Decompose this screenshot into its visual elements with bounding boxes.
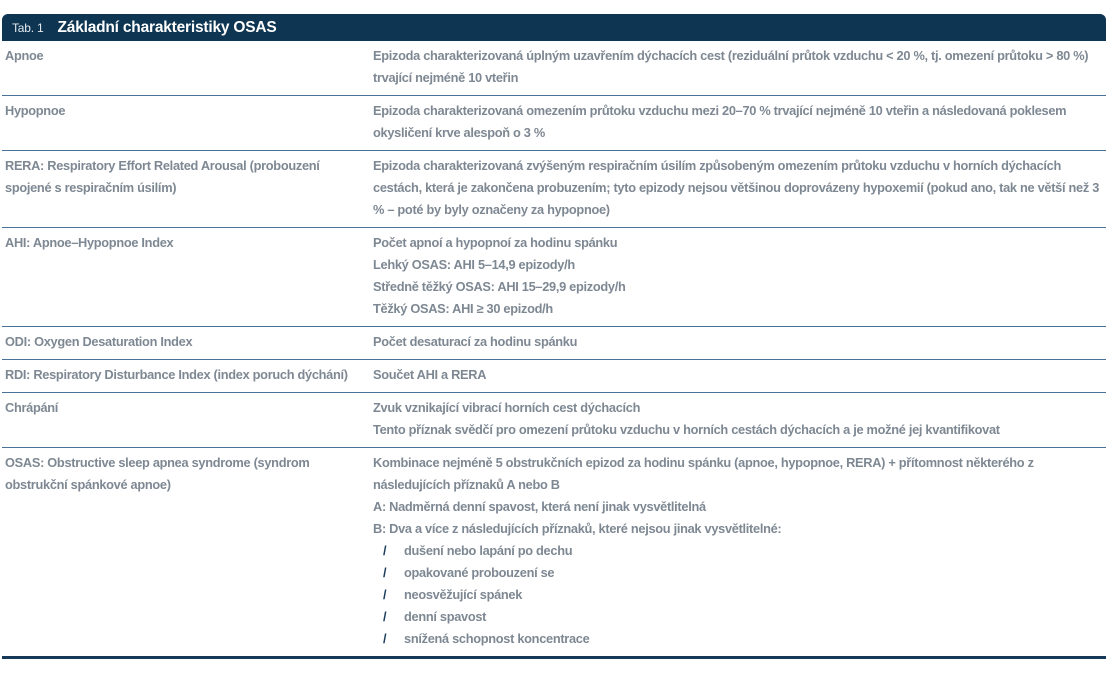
definition-line: Zvuk vznikající vibrací horních cest dýchacích xyxy=(373,400,641,415)
term-cell: ODI: Oxygen Desaturation Index xyxy=(5,334,193,349)
table-header-bar xyxy=(2,14,1106,41)
table-row-rdi xyxy=(2,359,1106,392)
term-cell: AHI: Apnoe–Hypopnoe Index xyxy=(5,235,174,250)
definition-line: A: Nadměrná denní spavost, která není jinak vysvětlitelná xyxy=(373,499,706,514)
definition-line: Středně těžký OSAS: AHI 15–29,9 epizody/h xyxy=(373,279,626,294)
term-cell: RDI: Respiratory Disturbance Index (index poruch dýchání) xyxy=(5,367,348,382)
definition-cell xyxy=(370,452,1106,650)
bullet-text: snížená schopnost koncentrace xyxy=(404,631,590,646)
definition-line: B: Dva a více z následujících příznaků, které nejsou jinak vysvětlitelné: xyxy=(373,521,782,536)
table-row-odi xyxy=(2,326,1106,359)
term-cell: RERA: Respiratory Effort Related Arousal (probouzení spojené s respiračním úsilím) xyxy=(5,158,320,195)
bullet-item xyxy=(373,540,1102,562)
definition-cell xyxy=(370,45,1106,89)
definition-line: Součet AHI a RERA xyxy=(373,367,487,382)
slash-bullet-marker: / xyxy=(383,543,387,558)
slash-bullet-marker: / xyxy=(383,587,387,602)
definition-line: Kombinace nejméně 5 obstrukčních epizod za hodinu spánku (apnoe, hypopnoe, RERA) + přítomnost některého z následujících příznaků A nebo B xyxy=(373,455,1034,492)
definition-cell xyxy=(370,155,1106,221)
definition-cell xyxy=(370,364,1106,386)
table-row-rera xyxy=(2,150,1106,227)
table-row-osas xyxy=(2,447,1106,656)
definition-cell xyxy=(370,100,1106,144)
bullet-item xyxy=(373,606,1102,628)
definition-line: Tento příznak svědčí pro omezení průtoku vzduchu v horních cestách dýchacích a je možné jej kvantifikovat xyxy=(373,422,1000,437)
term-cell: OSAS: Obstructive sleep apnea syndrome (syndrom obstrukční spánkové apnoe) xyxy=(5,455,310,492)
table-row-chrapani xyxy=(2,392,1106,447)
bullet-text: opakované probouzení se xyxy=(404,565,555,580)
bullet-text: dušení nebo lapání po dechu xyxy=(404,543,573,558)
definition-line: Epizoda charakterizovaná omezením průtoku vzduchu mezi 20–70 % trvající nejméně 10 vteřin a následovaná poklesem okysličení krve alespoň o 3 % xyxy=(373,103,1067,140)
slash-bullet-marker: / xyxy=(383,565,387,580)
definition-line: Těžký OSAS: AHI ≥ 30 epizod/h xyxy=(373,301,553,316)
table-title: Základní charakteristiky OSAS xyxy=(57,18,277,36)
slash-bullet-marker: / xyxy=(383,609,387,624)
table-row-apnoe xyxy=(2,41,1106,95)
bullet-text: denní spavost xyxy=(404,609,487,624)
definition-cell xyxy=(370,397,1106,441)
bullet-item xyxy=(373,584,1102,606)
bullet-item xyxy=(373,628,1102,650)
definition-line: Epizoda charakterizovaná zvýšeným respiračním úsilím způsobeným omezením průtoku vzduchu v horních dýchacích cestách, která je zakončena probuzením; tyto epizody nejsou většinou doprovázeny hypoxemií (pokud ano, tak ne větší než 3 % – poté by byly označeny za hypopnoe) xyxy=(373,158,1100,217)
table-row-ahi xyxy=(2,227,1106,326)
definition-cell xyxy=(370,232,1106,320)
definition-line: Lehký OSAS: AHI 5–14,9 epizody/h xyxy=(373,257,575,272)
bullet-item xyxy=(373,562,1102,584)
term-cell: Chrápání xyxy=(5,400,59,415)
term-cell: Apnoe xyxy=(5,48,44,63)
table-row-hypopnoe xyxy=(2,95,1106,150)
osas-characteristics-table xyxy=(2,14,1106,659)
table-number-label: Tab. 1 xyxy=(12,20,44,35)
slash-bullet-marker: / xyxy=(383,631,387,646)
definition-line: Epizoda charakterizovaná úplným uzavřením dýchacích cest (reziduální průtok vzduchu < 20 %, tj. omezení průtoku > 80 %) trvající nejméně 10 vteřin xyxy=(373,48,1089,85)
definition-line: Počet apnoí a hypopnoí za hodinu spánku xyxy=(373,235,618,250)
bullet-text: neosvěžující spánek xyxy=(404,587,523,602)
definition-cell xyxy=(370,331,1106,353)
definition-line: Počet desaturací za hodinu spánku xyxy=(373,334,578,349)
term-cell: Hypopnoe xyxy=(5,103,66,118)
